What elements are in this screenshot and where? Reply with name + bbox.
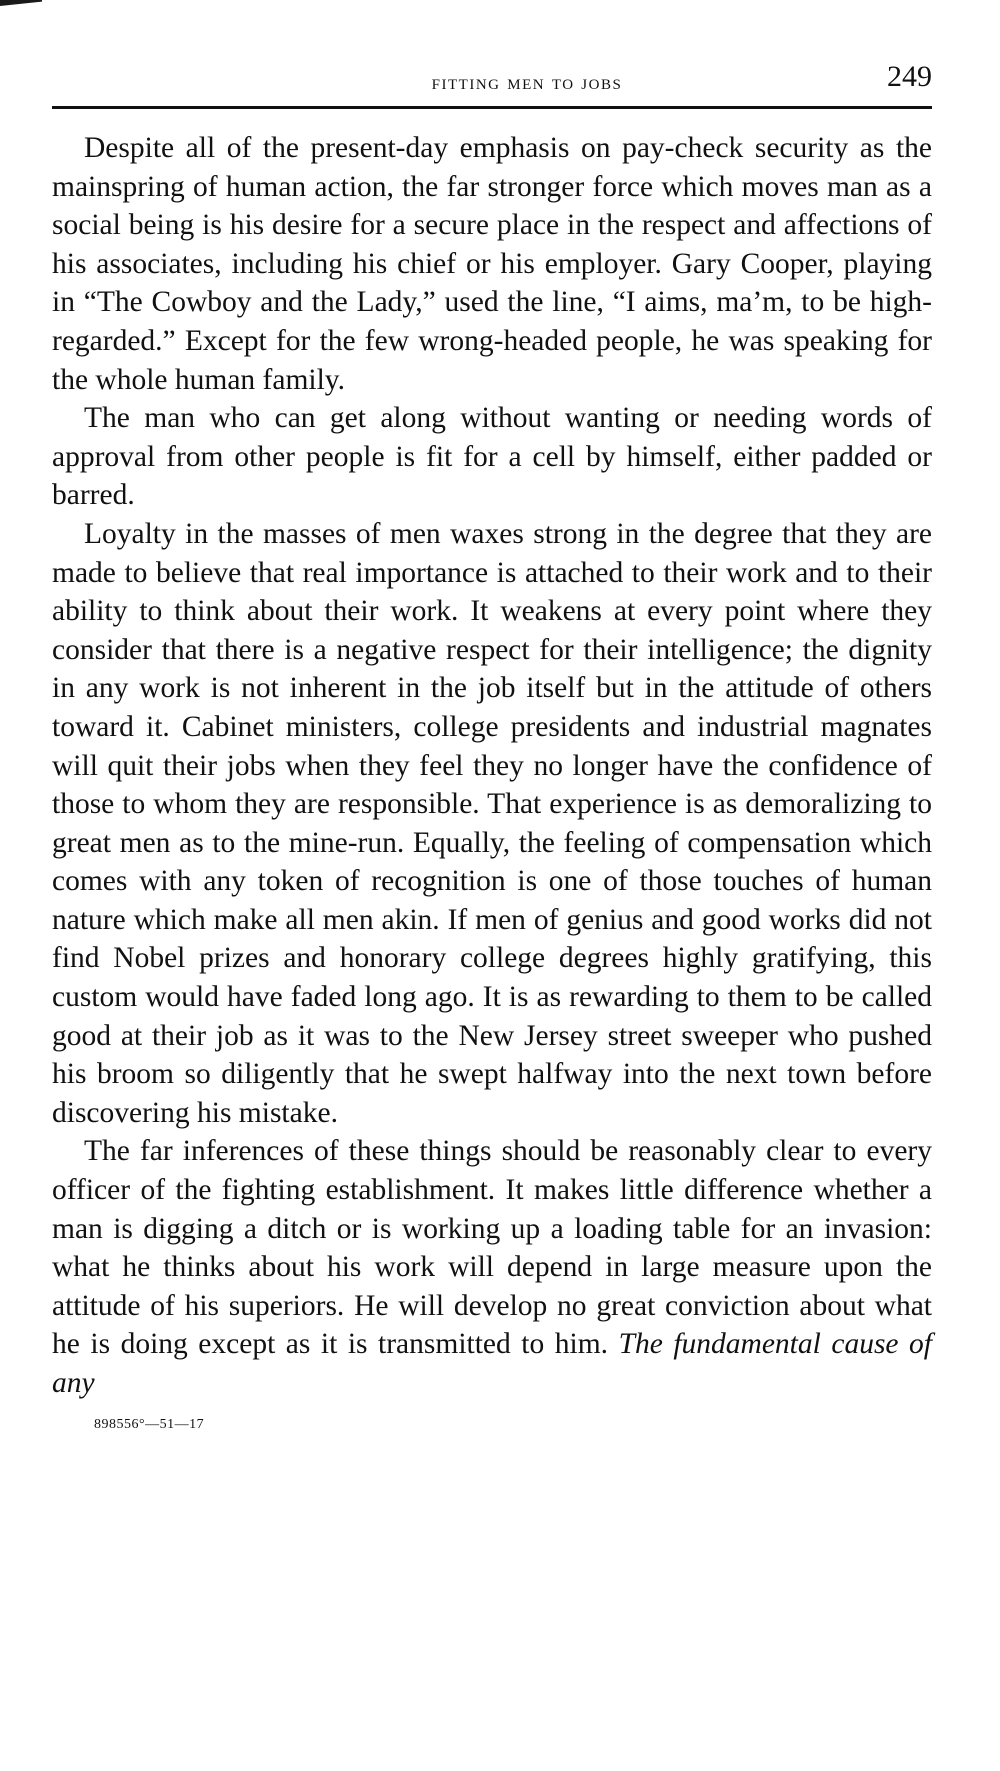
running-head bbox=[52, 58, 932, 104]
paragraph-4-italic-tail: The fundamental cause of any bbox=[52, 1328, 932, 1399]
paragraph-2: The man who can get along without wanting or needing words of approval from other people is fit for a cell by himself, either padded or barred. bbox=[52, 402, 932, 512]
page-number: 249 bbox=[887, 60, 932, 93]
paragraph-1: Despite all of the present-day emphasis on pay-check security as the mainspring of human action, the far stronger force which moves man as a social being is his desire for a secure place in the respect and affections of his associates, including his chief or his employer. Gary Cooper, playing in “The Cowboy and the Lady,” used the line, “I aims, ma’m, to be high-regarded.” Except for the few wrong-headed people, he was speaking for the whole human family. bbox=[52, 132, 932, 396]
body-text bbox=[52, 129, 932, 1403]
scan-corner-mark bbox=[0, 0, 42, 6]
paragraph-4-text: The far inferences of these things should be reasonably clear to every officer of the fighting establishment. It makes little difference whether a man is digging a ditch or is working up a loading table for an invasion: what he thinks about his work will depend in large measure upon the attitude of his superiors. He will develop no great conviction about what he is doing except as it is transmitted to him. bbox=[52, 1135, 932, 1361]
paragraph-4 bbox=[52, 1132, 932, 1402]
paragraph-3: Loyalty in the masses of men waxes strong in the degree that they are made to believe that real importance is attached to their work and to their ability to think about their work. It weakens at every point where they consider that there is a negative respect for their intelligence; the dignity in any work is not inherent in the job itself but in the attitude of others toward it. Cabinet ministers, college presidents and industrial magnates will quit their jobs when they feel they no longer have the confidence of those to whom they are responsible. That experience is as demoralizing to great men as to the mine-run. Equally, the feeling of compensation which comes with any token of recognition is one of those touches of human nature which make all men akin. If men of genius and good works did not find Nobel prizes and honorary college degrees highly gratifying, this custom would have faded long ago. It is as rewarding to them to be called good at their job as it was to the New Jersey street sweeper who pushed his broom so diligently that he swept halfway into the next town before discovering his mistake. bbox=[52, 517, 932, 1129]
print-job-code: 898556°—51—17 bbox=[94, 1416, 205, 1432]
book-page bbox=[52, 58, 932, 1433]
running-title: fitting men to jobs bbox=[431, 70, 623, 94]
header-rule bbox=[52, 106, 932, 109]
